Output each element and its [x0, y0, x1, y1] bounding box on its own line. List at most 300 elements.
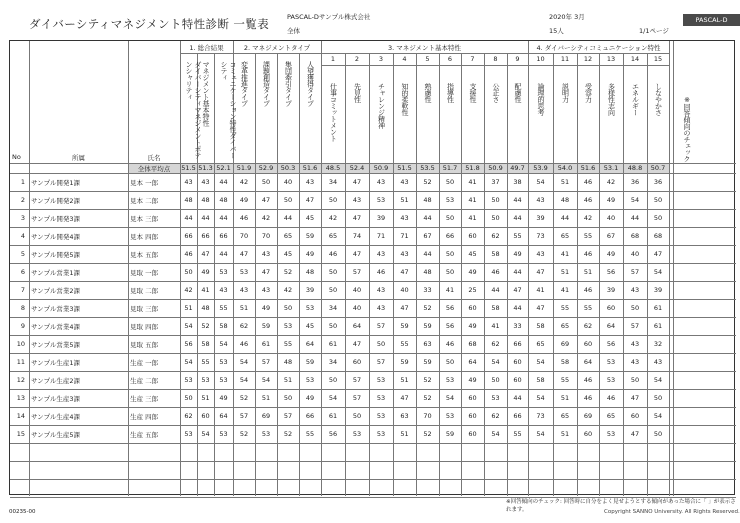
score-cell: 43 — [653, 358, 663, 366]
score-cell: 52 — [423, 394, 432, 402]
score-cell: 70 — [261, 232, 271, 240]
score-cell: 54 — [201, 430, 210, 438]
score-cell: 60 — [583, 340, 593, 348]
score-cell: 50 — [630, 304, 640, 312]
col-header-16: 配慮性 — [514, 83, 522, 103]
score-cell: 60 — [468, 412, 477, 420]
average-value: 53.1 — [603, 164, 619, 172]
row-number: 2 — [20, 196, 25, 204]
score-cell: 44 — [219, 250, 228, 258]
row-number: 8 — [20, 304, 25, 312]
response-check-header: ※回答傾向のチェック — [683, 96, 691, 162]
score-cell: 46 — [583, 250, 593, 258]
average-value: 51.3 — [198, 164, 213, 172]
score-cell: 57 — [352, 376, 362, 384]
score-cell: 41 — [491, 322, 500, 330]
col-header-11: 知的柔軟性 — [401, 83, 409, 116]
footnote: ※回答傾向のチェック: 回答時に自分をよく見せようとする傾向があった場合に「 」が表示されます。 — [506, 499, 736, 513]
score-cell: 63 — [423, 340, 432, 348]
score-cell: 47 — [400, 394, 409, 402]
average-value: 53.9 — [533, 164, 548, 172]
row-number: 12 — [16, 376, 25, 384]
score-cell: 69 — [261, 412, 271, 420]
score-cell: 60 — [513, 376, 522, 384]
report-date: 2020年 3月 — [549, 13, 585, 21]
score-cell: 69 — [560, 340, 570, 348]
score-cell: 55 — [583, 232, 593, 240]
score-cell: 60 — [606, 304, 616, 312]
score-cell: 50 — [653, 214, 663, 222]
average-value: 50.9 — [373, 164, 389, 172]
score-cell: 64 — [606, 322, 616, 330]
score-cell: 46 — [376, 268, 386, 276]
score-cell: 44 — [560, 214, 570, 222]
col-number-16: 9 — [515, 55, 520, 63]
score-cell: 50 — [352, 412, 362, 420]
score-cell: 48 — [201, 196, 210, 204]
score-cell: 50 — [653, 394, 663, 402]
score-cell: 53 — [376, 430, 386, 438]
score-cell: 47 — [630, 394, 640, 402]
score-cell: 53 — [376, 196, 386, 204]
row-dept: サンプル営業5課 — [31, 341, 81, 349]
score-cell: 60 — [468, 430, 477, 438]
score-cell: 46 — [239, 214, 249, 222]
score-cell: 52 — [283, 268, 293, 276]
row-number: 7 — [20, 286, 25, 294]
score-cell: 54 — [445, 394, 455, 402]
score-cell: 48 — [201, 304, 210, 312]
score-cell: 43 — [400, 214, 409, 222]
score-cell: 33 — [513, 322, 522, 330]
score-cell: 44 — [283, 214, 293, 222]
score-cell: 43 — [630, 340, 640, 348]
score-cell: 51 — [201, 394, 210, 402]
score-cell: 46 — [184, 250, 193, 258]
score-cell: 55 — [513, 430, 522, 438]
score-cell: 42 — [261, 214, 271, 222]
row-number: 15 — [16, 430, 25, 438]
row-name: 見取 一郎 — [130, 269, 159, 277]
score-cell: 67 — [423, 232, 432, 240]
score-cell: 48 — [560, 196, 570, 204]
score-cell: 71 — [400, 232, 409, 240]
score-cell: 40 — [352, 304, 362, 312]
col-number-13: 6 — [447, 55, 453, 63]
score-cell: 51 — [400, 196, 409, 204]
score-cell: 56 — [445, 304, 455, 312]
group-header-4: 4. ダイバーシティコミュニケーション特性 — [536, 44, 661, 52]
score-cell: 62 — [583, 322, 593, 330]
score-cell: 50 — [328, 376, 338, 384]
score-cell: 47 — [305, 196, 315, 204]
col-number-18: 11 — [560, 55, 570, 63]
score-cell: 50 — [445, 214, 455, 222]
row-name: 見本 五郎 — [130, 251, 159, 259]
col-header-13: 指導性 — [446, 83, 455, 103]
score-cell: 54 — [328, 394, 338, 402]
score-cell: 51 — [239, 304, 249, 312]
score-cell: 56 — [606, 268, 616, 276]
score-cell: 53 — [445, 196, 455, 204]
score-cell: 48 — [423, 196, 432, 204]
score-cell: 70 — [423, 412, 432, 420]
col-number-20: 13 — [606, 55, 616, 63]
score-cell: 53 — [376, 376, 386, 384]
score-cell: 47 — [201, 250, 210, 258]
col-number-21: 14 — [630, 55, 640, 63]
row-name: 生産 四郎 — [130, 413, 159, 421]
score-cell: 66 — [445, 232, 455, 240]
name-header: 氏名 — [147, 154, 161, 162]
score-cell: 54 — [653, 376, 663, 384]
score-cell: 43 — [201, 178, 210, 186]
score-cell: 47 — [352, 214, 362, 222]
score-cell: 50 — [328, 322, 338, 330]
score-cell: 40 — [352, 286, 362, 294]
score-cell: 46 — [583, 376, 593, 384]
score-cell: 34 — [328, 304, 338, 312]
group-header-1: 1. 総合結果 — [189, 44, 224, 52]
score-cell: 53 — [305, 304, 315, 312]
average-value: 51.9 — [236, 164, 252, 172]
score-cell: 56 — [328, 430, 338, 438]
score-cell: 57 — [283, 412, 293, 420]
score-cell: 54 — [219, 340, 228, 348]
score-cell: 74 — [352, 232, 362, 240]
col-number-19: 12 — [583, 55, 593, 63]
score-cell: 44 — [491, 286, 500, 294]
person-count: 15人 — [549, 27, 564, 35]
col-number-10: 3 — [378, 55, 384, 63]
score-cell: 56 — [184, 340, 193, 348]
score-cell: 47 — [400, 268, 409, 276]
score-cell: 42 — [328, 214, 338, 222]
score-cell: 68 — [653, 232, 663, 240]
score-cell: 47 — [400, 304, 409, 312]
score-cell: 56 — [606, 340, 616, 348]
score-cell: 61 — [653, 322, 663, 330]
score-cell: 66 — [219, 232, 228, 240]
scope-label: 全体 — [287, 27, 300, 35]
score-cell: 39 — [305, 286, 315, 294]
row-dept: サンプル開発2課 — [31, 197, 81, 205]
score-cell: 43 — [184, 178, 193, 186]
col-header-17: 論理的思考 — [537, 83, 545, 116]
score-cell: 53 — [606, 358, 616, 366]
score-cell: 59 — [423, 322, 432, 330]
row-number: 13 — [16, 394, 25, 402]
score-cell: 50 — [184, 394, 193, 402]
score-cell: 44 — [219, 214, 228, 222]
score-cell: 41 — [560, 250, 570, 258]
score-cell: 34 — [328, 358, 338, 366]
score-cell: 43 — [376, 178, 386, 186]
col-header-20: 多様性志向 — [607, 83, 616, 116]
score-cell: 43 — [376, 250, 386, 258]
score-cell: 43 — [630, 358, 640, 366]
score-cell: 52 — [201, 322, 210, 330]
score-cell: 44 — [630, 214, 640, 222]
score-cell: 65 — [560, 232, 570, 240]
score-cell: 65 — [328, 232, 338, 240]
row-number: 1 — [20, 178, 25, 186]
score-cell: 55 — [400, 340, 409, 348]
page-title: ダイバーシティマネジメント特性診断 一覧表 — [29, 17, 270, 31]
row-name: 見本 三郎 — [130, 215, 159, 223]
score-cell: 55 — [513, 232, 522, 240]
average-value: 53.5 — [420, 164, 435, 172]
row-number: 11 — [16, 358, 25, 366]
score-cell: 64 — [352, 322, 362, 330]
score-cell: 53 — [491, 394, 500, 402]
average-value: 52.4 — [349, 164, 365, 172]
score-cell: 55 — [219, 304, 228, 312]
score-cell: 57 — [239, 412, 249, 420]
score-cell: 43 — [376, 304, 386, 312]
score-cell: 41 — [560, 286, 570, 294]
average-value: 51.6 — [580, 164, 596, 172]
score-cell: 34 — [328, 178, 338, 186]
score-cell: 58 — [560, 358, 570, 366]
score-cell: 66 — [184, 232, 193, 240]
score-cell: 49 — [468, 376, 477, 384]
row-name: 見本 二郎 — [130, 197, 159, 205]
score-cell: 64 — [583, 358, 593, 366]
score-cell: 55 — [201, 358, 210, 366]
score-cell: 46 — [583, 394, 593, 402]
score-cell: 47 — [261, 196, 271, 204]
score-cell: 53 — [219, 430, 228, 438]
score-cell: 44 — [513, 394, 522, 402]
score-cell: 42 — [606, 178, 616, 186]
report-header — [9, 7, 735, 33]
average-value: 50.7 — [650, 164, 666, 172]
score-cell: 52 — [239, 394, 249, 402]
company-name: PASCAL-Dサンプル株式会社 — [287, 13, 371, 21]
score-cell: 65 — [536, 340, 545, 348]
row-number: 9 — [20, 322, 25, 330]
score-cell: 56 — [445, 322, 455, 330]
score-cell: 59 — [261, 322, 271, 330]
row-dept: サンプル営業2課 — [31, 287, 81, 295]
row-dept: サンプル生産3課 — [31, 395, 81, 403]
score-cell: 58 — [491, 250, 500, 258]
score-cell: 60 — [583, 430, 593, 438]
score-cell: 50 — [445, 268, 455, 276]
score-cell: 43 — [400, 178, 409, 186]
score-cell: 47 — [630, 430, 640, 438]
score-cell: 42 — [583, 214, 593, 222]
average-value: 50.9 — [488, 164, 503, 172]
score-cell: 50 — [630, 376, 640, 384]
score-cell: 49 — [606, 250, 616, 258]
score-cell: 42 — [283, 286, 293, 294]
score-cell: 64 — [468, 358, 477, 366]
score-cell: 57 — [352, 394, 362, 402]
row-number: 10 — [16, 340, 25, 348]
score-cell: 60 — [468, 232, 477, 240]
score-cell: 43 — [219, 286, 228, 294]
brand-badge: PASCAL-D — [683, 14, 740, 26]
score-cell: 53 — [376, 412, 386, 420]
score-cell: 45 — [283, 250, 293, 258]
score-cell: 59 — [400, 358, 409, 366]
score-cell: 41 — [201, 286, 210, 294]
score-cell: 65 — [283, 232, 293, 240]
average-value: 51.7 — [442, 164, 458, 172]
score-cell: 44 — [513, 268, 522, 276]
col-number-22: 15 — [653, 55, 663, 63]
score-cell: 51 — [283, 376, 293, 384]
col-header-5: 課題創造タイプ — [262, 61, 271, 107]
score-cell: 53 — [445, 412, 455, 420]
score-cell: 45 — [305, 214, 315, 222]
score-cell: 51 — [261, 394, 271, 402]
col-header-3: コミュニケーション特性ダイバーシティ — [220, 61, 237, 159]
score-cell: 52 — [423, 376, 432, 384]
score-cell: 49 — [261, 304, 271, 312]
results-table — [9, 40, 735, 495]
score-cell: 38 — [513, 178, 522, 186]
score-cell: 48 — [283, 358, 293, 366]
score-cell: 44 — [513, 196, 522, 204]
score-cell: 51 — [560, 394, 570, 402]
score-cell: 53 — [352, 430, 362, 438]
col-header-8: 仕事コミットメント — [329, 83, 338, 142]
score-cell: 57 — [261, 358, 271, 366]
score-cell: 36 — [653, 178, 663, 186]
score-cell: 49 — [468, 322, 477, 330]
col-number-15: 8 — [493, 55, 498, 63]
score-cell: 46 — [606, 394, 616, 402]
score-cell: 57 — [352, 268, 362, 276]
col-number-14: 7 — [470, 55, 475, 63]
score-cell: 53 — [376, 394, 386, 402]
score-cell: 60 — [513, 358, 522, 366]
score-cell: 54 — [653, 412, 663, 420]
score-cell: 53 — [184, 376, 193, 384]
score-cell: 50 — [653, 430, 663, 438]
score-cell: 51 — [184, 304, 193, 312]
score-cell: 53 — [606, 376, 616, 384]
score-cell: 58 — [536, 376, 545, 384]
score-cell: 62 — [491, 232, 500, 240]
score-cell: 53 — [606, 430, 616, 438]
average-value: 48.5 — [325, 164, 341, 172]
score-cell: 40 — [630, 250, 640, 258]
score-cell: 62 — [239, 322, 249, 330]
score-cell: 64 — [305, 340, 315, 348]
page-indicator: 1/1ページ — [639, 27, 669, 35]
score-cell: 46 — [583, 178, 593, 186]
col-number-8: 1 — [330, 55, 336, 63]
score-cell: 55 — [283, 340, 293, 348]
score-cell: 57 — [630, 268, 640, 276]
score-cell: 54 — [261, 376, 271, 384]
col-header-22: しなやかさ — [654, 83, 663, 116]
score-cell: 51 — [400, 430, 409, 438]
row-name: 見本 一郎 — [130, 179, 159, 187]
score-cell: 43 — [261, 250, 271, 258]
form-code: 00235-00 — [9, 509, 36, 515]
score-cell: 63 — [400, 412, 409, 420]
score-cell: 68 — [468, 340, 477, 348]
score-cell: 45 — [468, 250, 477, 258]
row-dept: サンプル開発3課 — [31, 215, 81, 223]
col-number-17: 10 — [536, 55, 545, 63]
score-cell: 66 — [513, 340, 522, 348]
score-cell: 49 — [606, 196, 616, 204]
col-number-12: 5 — [425, 55, 430, 63]
score-cell: 68 — [630, 232, 640, 240]
score-cell: 32 — [653, 340, 663, 348]
score-cell: 61 — [261, 340, 271, 348]
score-cell: 50 — [328, 196, 338, 204]
score-cell: 54 — [653, 268, 663, 276]
score-cell: 59 — [305, 232, 315, 240]
score-cell: 49 — [513, 250, 522, 258]
score-cell: 46 — [583, 286, 593, 294]
score-cell: 71 — [376, 232, 386, 240]
score-cell: 50 — [653, 196, 663, 204]
score-cell: 50 — [261, 178, 271, 186]
score-cell: 60 — [468, 304, 477, 312]
score-cell: 54 — [630, 196, 640, 204]
score-cell: 53 — [239, 268, 249, 276]
score-cell: 54 — [536, 394, 545, 402]
score-cell: 49 — [201, 268, 210, 276]
col-header-15: 公正さ — [492, 83, 500, 103]
row-dept: サンプル営業4課 — [31, 323, 81, 331]
col-header-9: 先見性 — [353, 83, 362, 103]
score-cell: 51 — [583, 268, 593, 276]
score-cell: 41 — [445, 286, 455, 294]
col-header-4: 変革推進タイプ — [240, 61, 249, 107]
score-cell: 36 — [630, 178, 640, 186]
score-cell: 54 — [239, 376, 249, 384]
score-cell: 39 — [606, 286, 616, 294]
score-cell: 50 — [283, 394, 293, 402]
row-number: 14 — [16, 412, 25, 420]
score-cell: 62 — [184, 412, 193, 420]
score-cell: 44 — [184, 214, 193, 222]
score-cell: 50 — [283, 196, 293, 204]
score-cell: 54 — [536, 358, 545, 366]
score-cell: 42 — [184, 286, 193, 294]
score-cell: 44 — [423, 250, 432, 258]
score-cell: 53 — [219, 376, 228, 384]
row-dept: サンプル開発1課 — [31, 179, 81, 187]
score-cell: 54 — [536, 178, 545, 186]
average-value: 51.8 — [465, 164, 480, 172]
row-name: 見取 五郎 — [130, 341, 159, 349]
col-header-2: マネジメント基本特性 — [202, 61, 210, 126]
score-cell: 53 — [283, 322, 293, 330]
score-cell: 50 — [491, 376, 500, 384]
score-cell: 47 — [513, 286, 522, 294]
col-header-12: 熟慮性 — [424, 83, 432, 103]
score-cell: 60 — [201, 412, 210, 420]
col-number-11: 4 — [402, 55, 407, 63]
score-cell: 48 — [184, 196, 193, 204]
score-cell: 40 — [283, 178, 293, 186]
score-cell: 53 — [184, 430, 193, 438]
row-name: 見取 二郎 — [130, 287, 159, 295]
score-cell: 52 — [283, 430, 293, 438]
group-header-3: 3. マネジメント基本特性 — [387, 44, 462, 52]
score-cell: 44 — [513, 304, 522, 312]
